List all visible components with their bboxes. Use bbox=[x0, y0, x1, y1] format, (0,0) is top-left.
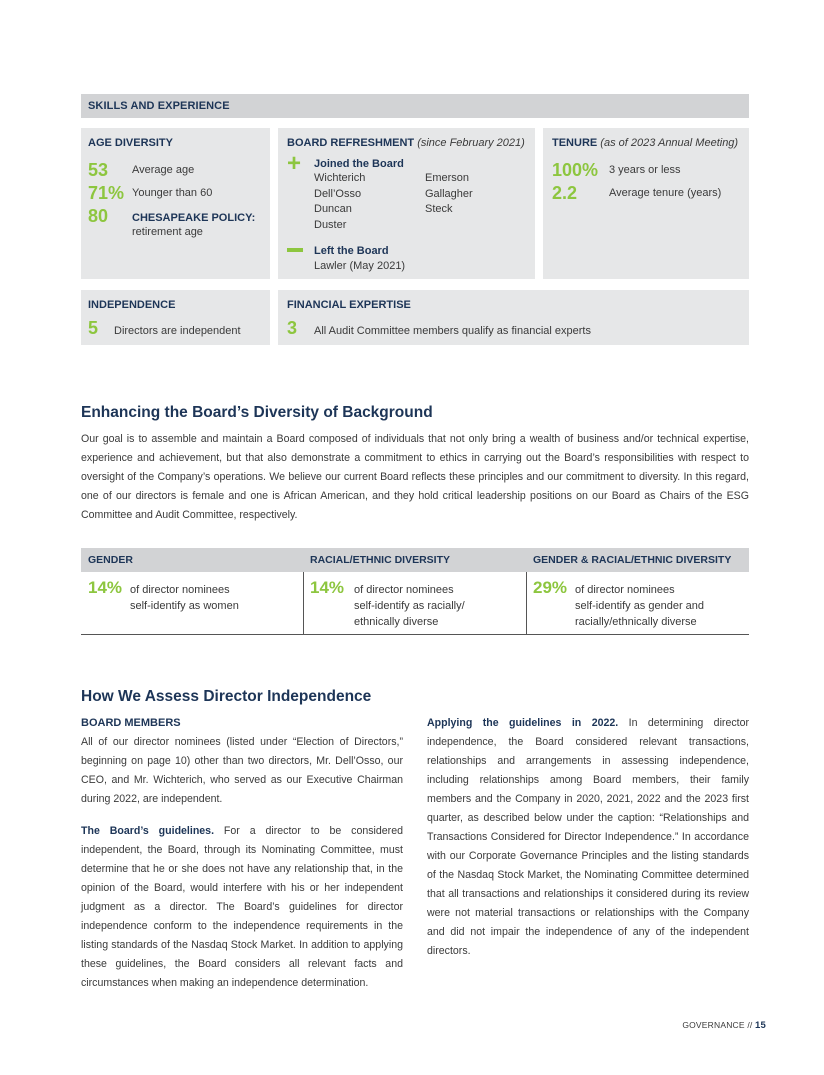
director-name: Gallagher bbox=[425, 187, 473, 200]
applying-guidelines-paragraph: Applying the guidelines in 2022. In determining director independence, the Board considered relevant transactions, relationships and arrangements in assessing independence, including relationships among Board members, their family members and the Company in 2020, 2021, 2022 and the 2023 first quarter, as described below under the caption: “Relationships and Transactions Considered for Director Independence.” In accordance with our Corporate Governance Principles and the listing standards of the Nasdaq Stock Market, the Nominating Committee determined that all transactions and relationships it considered during its review were not material transactions or relationships with the Company and did not impair the independence of any of the independent directors. bbox=[427, 717, 750, 957]
board-members-subheading: BOARD MEMBERS bbox=[81, 717, 181, 729]
board-refreshment-box bbox=[278, 128, 535, 279]
left-board-label: Left the Board bbox=[314, 245, 389, 257]
tenure-3yr-value: 100% bbox=[552, 160, 599, 180]
gender-header: GENDER bbox=[81, 548, 303, 572]
diversity-heading: Enhancing the Board’s Diversity of Background bbox=[81, 404, 433, 421]
applying-guidelines-lead: Applying the guidelines in 2022. bbox=[427, 717, 619, 729]
director-name: Dell’Osso bbox=[314, 187, 362, 200]
skills-experience-panel bbox=[81, 94, 749, 118]
tenure-box bbox=[543, 128, 749, 279]
director-name: Wichterich bbox=[314, 172, 366, 184]
skills-header: SKILLS AND EXPERIENCE bbox=[81, 94, 749, 118]
younger-than-60-value: 71% bbox=[88, 183, 125, 203]
tenure-3yr-label: 3 years or less bbox=[609, 164, 681, 176]
footer-section: GOVERNANCE bbox=[682, 1020, 745, 1030]
minus-icon bbox=[287, 248, 303, 252]
tenure-note: (as of 2023 Annual Meeting) bbox=[600, 137, 739, 149]
board-refreshment-note: (since February 2021) bbox=[417, 137, 525, 149]
diversity-paragraph: Our goal is to assemble and maintain a Board composed of individuals that not only bring a wealth of business and/or technical expertise, experience and achievement, but that also demonstrate a commitment to ethics in carrying out the Board’s responsibilities with respect to oversight of the Company’s operations. We believe our current Board reflects these principles and our commitment to diversity. In this regard, one of our directors is female and one is African American, and they hold critical leadership positions on our Board as Chairs of the ESG Committee and Audit Committee, respectively. bbox=[81, 433, 749, 521]
average-age-label: Average age bbox=[132, 164, 195, 176]
gender-cell bbox=[81, 572, 303, 634]
diversity-table bbox=[81, 548, 749, 635]
board-refreshment-title: BOARD REFRESHMENT (since February 2021) bbox=[287, 137, 525, 149]
joined-names-col1 bbox=[314, 171, 365, 233]
retirement-age-value: 80 bbox=[88, 206, 109, 226]
gender-racial-cell bbox=[527, 572, 749, 634]
retirement-policy-label bbox=[132, 211, 255, 240]
financial-expertise-title: FINANCIAL EXPERTISE bbox=[287, 299, 411, 311]
financial-experts-value: 3 bbox=[287, 318, 298, 338]
average-tenure-label: Average tenure (years) bbox=[609, 187, 722, 199]
younger-than-60-label: Younger than 60 bbox=[132, 187, 213, 199]
average-tenure-value: 2.2 bbox=[552, 183, 578, 203]
independence-heading: How We Assess Director Independence bbox=[81, 688, 372, 705]
independent-directors-label: Directors are independent bbox=[114, 325, 241, 337]
racial-ethnic-percent: 14% bbox=[310, 578, 345, 597]
financial-experts-label: All Audit Committee members qualify as financial experts bbox=[314, 325, 591, 337]
tenure-title: TENURE (as of 2023 Annual Meeting) bbox=[552, 137, 739, 149]
age-diversity-box bbox=[81, 128, 270, 279]
gender-racial-description: of director nominees self-identify as gender and racially/ethnically diverse bbox=[575, 584, 705, 628]
left-board-names: Lawler (May 2021) bbox=[314, 260, 406, 272]
racial-ethnic-description: of director nominees self-identify as racially/ ethnically diverse bbox=[354, 584, 465, 628]
footer-separator: // bbox=[747, 1020, 753, 1030]
joined-board-label: Joined the Board bbox=[314, 158, 404, 170]
page-footer bbox=[682, 1020, 766, 1031]
age-diversity-title: AGE DIVERSITY bbox=[88, 137, 173, 149]
page-number: 15 bbox=[755, 1020, 766, 1031]
independence-title: INDEPENDENCE bbox=[88, 299, 176, 311]
independence-box bbox=[81, 290, 270, 345]
racial-ethnic-cell bbox=[304, 572, 526, 634]
board-members-paragraph: All of our director nominees (listed under “Election of Directors,” beginning on page 10) other than two directors, Mr. Dell’Osso, our CEO, and Mr. Wichterich, who served as our Executive Chairman during 2022, are independent. bbox=[81, 736, 403, 805]
average-age-value: 53 bbox=[88, 160, 109, 180]
director-name: Duster bbox=[314, 218, 347, 231]
joined-names-col2 bbox=[425, 171, 473, 218]
gender-percent: 14% bbox=[88, 578, 123, 597]
director-name: Steck bbox=[425, 203, 453, 215]
board-guidelines-paragraph: The Board’s guidelines. For a director to be considered independent, the Board, through its Nominating Committee, must determine that he or she does not have any relationship that, in the opinion of the Board, would interfere with his or her independent judgment as a director. The Board’s guidelines for director independence conform to the independence requirements in the listing standards of the Nasdaq Stock Market. In addition to applying these guidelines, the Board considers all relevant facts and circumstances when making an independence determination. bbox=[81, 825, 403, 989]
plus-icon: + bbox=[287, 150, 302, 177]
racial-ethnic-header: RACIAL/ETHNIC DIVERSITY bbox=[303, 548, 526, 572]
financial-expertise-box bbox=[278, 290, 749, 345]
chesapeake-policy-label: CHESAPEAKE POLICY: bbox=[132, 212, 256, 224]
director-name: Emerson bbox=[425, 172, 470, 184]
gender-description: of director nominees self-identify as women bbox=[130, 584, 239, 612]
director-name: Duncan bbox=[314, 203, 352, 215]
board-guidelines-lead: The Board’s guidelines. bbox=[81, 825, 215, 837]
gender-racial-header: GENDER & RACIAL/ETHNIC DIVERSITY bbox=[526, 548, 749, 572]
retirement-age-label: retirement age bbox=[132, 226, 203, 239]
independent-directors-value: 5 bbox=[88, 318, 99, 338]
gender-racial-percent: 29% bbox=[533, 578, 568, 597]
